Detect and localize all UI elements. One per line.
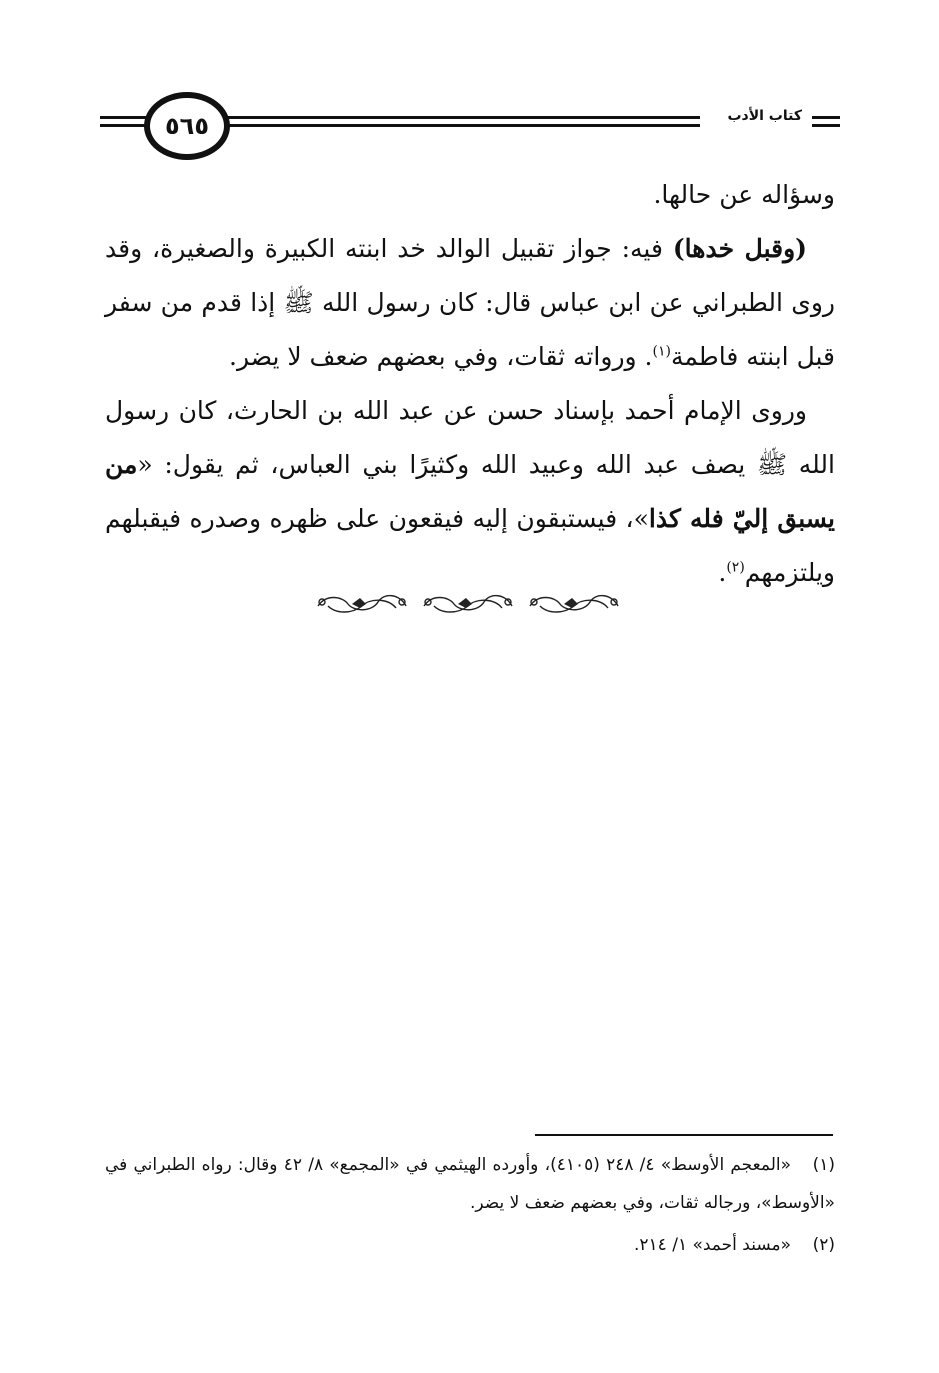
paragraph-3-text-a: وروى الإمام أحمد بإسناد حسن عن عبد الله بن الحارث، كان رسول الله ﷺ يصف عبد الله وعبيد الله وكثيرًا بني العباس، ثم يقول: « [105, 396, 835, 479]
footnote-ref-1[interactable]: (١) [652, 343, 671, 360]
header-rule [100, 116, 150, 119]
header-rule [812, 124, 840, 127]
paragraph-2-text-b: . ورواته ثقات، وفي بعضهم ضعف لا يضر. [229, 342, 653, 371]
paragraph-3-text-c: . [718, 558, 727, 587]
footnotes [105, 1146, 835, 1268]
paragraph-3 [105, 384, 835, 600]
header-rule [812, 116, 840, 119]
header-rule [208, 124, 700, 127]
page-number: ٥٦٥ [144, 92, 230, 160]
footnote-separator [535, 1134, 833, 1136]
footnote-text: «مسند أحمد» ١/ ٢١٤. [633, 1235, 791, 1255]
footnote-2 [105, 1226, 835, 1264]
footnote-number: (١) [812, 1155, 835, 1175]
running-title: كتاب الأدب [723, 108, 806, 124]
footnote-text: «المعجم الأوسط» ٤/ ٢٤٨ (٤١٠٥)، وأورده الهيثمي في «المجمع» ٨/ ٤٢ وقال: رواه الطبراني في «الأوسط»، ورجاله ثقات، وفي بعضهم ضعف لا يضر. [105, 1155, 835, 1213]
page-header [100, 90, 840, 160]
paragraph-2-text-a: فيه: جواز تقبيل الوالد خد ابنته الكبيرة والصغيرة، وقد روى الطبراني عن ابن عباس قال: كان رسول الله ﷺ إذا قدم من سفر قبل ابنته فاطمة [105, 234, 835, 371]
footnote-number: (٢) [812, 1235, 835, 1255]
paragraph-1-text: وسؤاله عن حالها. [653, 180, 835, 209]
header-rule [208, 116, 700, 119]
footnote-1 [105, 1146, 835, 1222]
section-ornament-icon [312, 584, 626, 624]
paragraph-2 [105, 222, 835, 384]
header-rule [100, 124, 150, 127]
paragraph-1 [105, 168, 835, 222]
commentary-lemma: (وقبل خدها) [672, 234, 807, 263]
paragraph-3-text-b: »، فيستبقون إليه فيقعون على ظهره وصدره فيقبلهم ويلتزمهم [105, 504, 835, 587]
body-text [105, 168, 835, 600]
footnote-ref-2[interactable]: (٢) [726, 559, 745, 576]
hadith-quote: من يسبق إليّ فله كذا [105, 450, 835, 533]
